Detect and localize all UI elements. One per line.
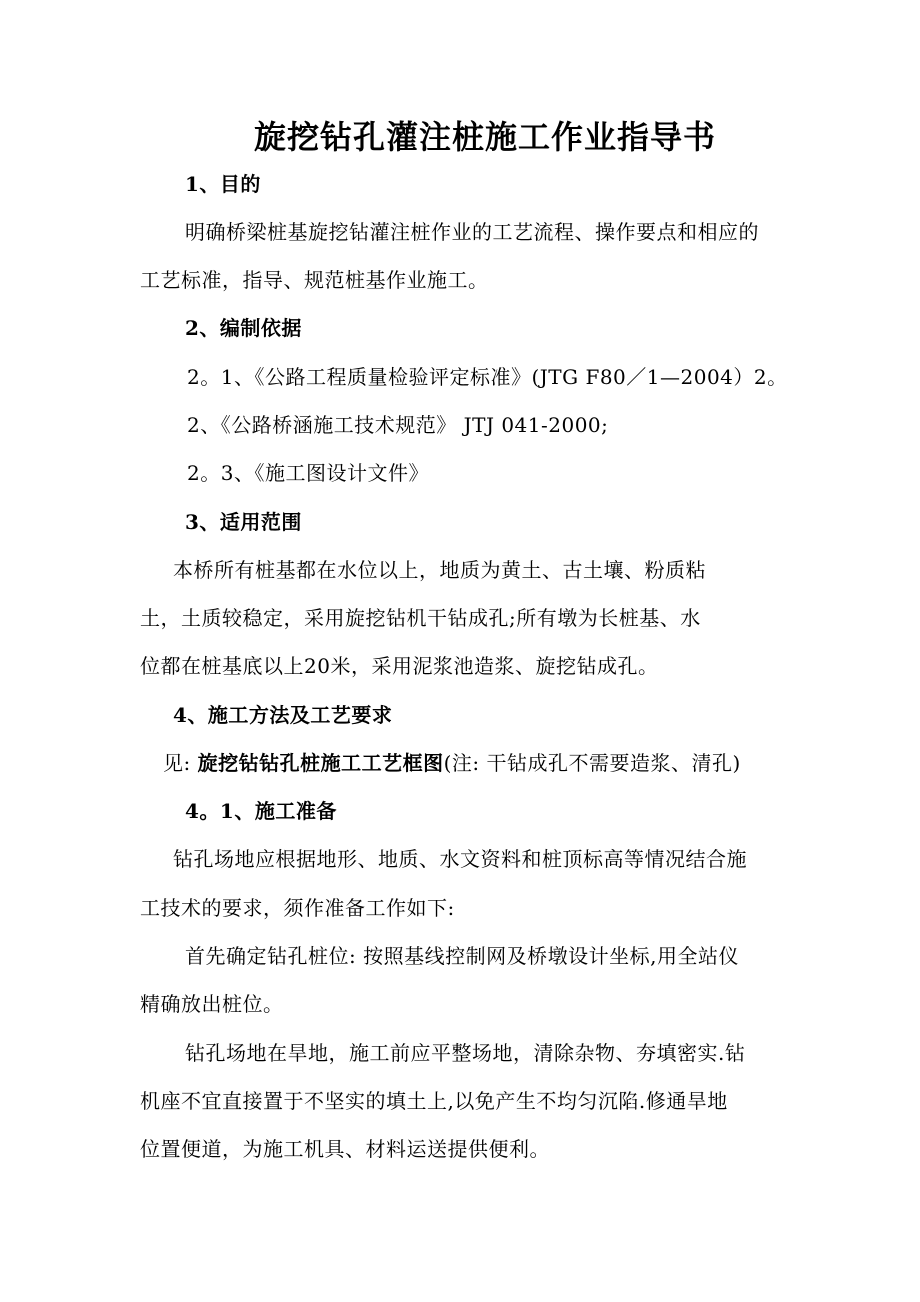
preparation-line-4: 精确放出桩位。	[140, 992, 284, 1016]
preparation-line-5: 钻孔场地在旱地，施工前应平整场地，清除杂物、夯填密实.钻	[185, 1041, 746, 1065]
section-3-paragraph-line-3: 位都在桩基底以上20米，采用泥浆池造浆、旋挖钻成孔。	[140, 654, 659, 678]
preparation-line-7: 位置便道，为施工机具、材料运送提供便利。	[140, 1137, 550, 1161]
section-4-1-heading: 4。1、施工准备	[185, 799, 337, 823]
section-4-see-line	[163, 748, 741, 778]
section-1-heading: 1、目的	[185, 172, 261, 196]
section-3-heading: 3、适用范围	[185, 510, 302, 534]
preparation-line-6: 机座不宜直接置于不坚实的填土上,以免产生不均匀沉陷.修通旱地	[140, 1089, 728, 1113]
section-2-heading: 2、编制依据	[185, 316, 302, 340]
section-1-paragraph-line-2: 工艺标准，指导、规范桩基作业施工。	[140, 268, 489, 292]
preparation-line-1: 钻孔场地应根据地形、地质、水文资料和桩顶标高等情况结合施	[173, 847, 747, 871]
reference-item-3: 2。3、《施工图设计文件》	[187, 461, 429, 485]
preparation-line-2: 工技术的要求，须作准备工作如下:	[140, 896, 455, 920]
section-3-paragraph-line-1: 本桥所有桩基都在水位以上，地质为黄土、古土壤、粉质粘	[173, 558, 706, 582]
section-1-paragraph-line-1: 明确桥梁桩基旋挖钻灌注桩作业的工艺流程、操作要点和相应的	[185, 220, 759, 244]
section-3-paragraph-line-2: 土，土质较稳定，采用旋挖钻机干钻成孔;所有墩为长桩基、水	[140, 606, 701, 630]
section-4-heading: 4、施工方法及工艺要求	[173, 703, 393, 727]
document-title: 旋挖钻孔灌注桩施工作业指导书	[253, 118, 716, 156]
see-prefix: 见:	[163, 751, 198, 775]
reference-item-2: 2、《公路桥涵施工技术规范》 JTJ 041-2000;	[187, 413, 609, 437]
reference-item-1: 2。1、《公路工程质量检验评定标准》(JTG F80／1—2004）2。	[187, 365, 788, 389]
flowchart-note: (注: 干钻成孔不需要造浆、清孔)	[443, 751, 741, 775]
flowchart-reference: 旋挖钻钻孔桩施工工艺框图	[197, 751, 444, 775]
preparation-line-3: 首先确定钻孔桩位: 按照基线控制网及桥墩设计坐标,用全站仪	[185, 944, 739, 968]
